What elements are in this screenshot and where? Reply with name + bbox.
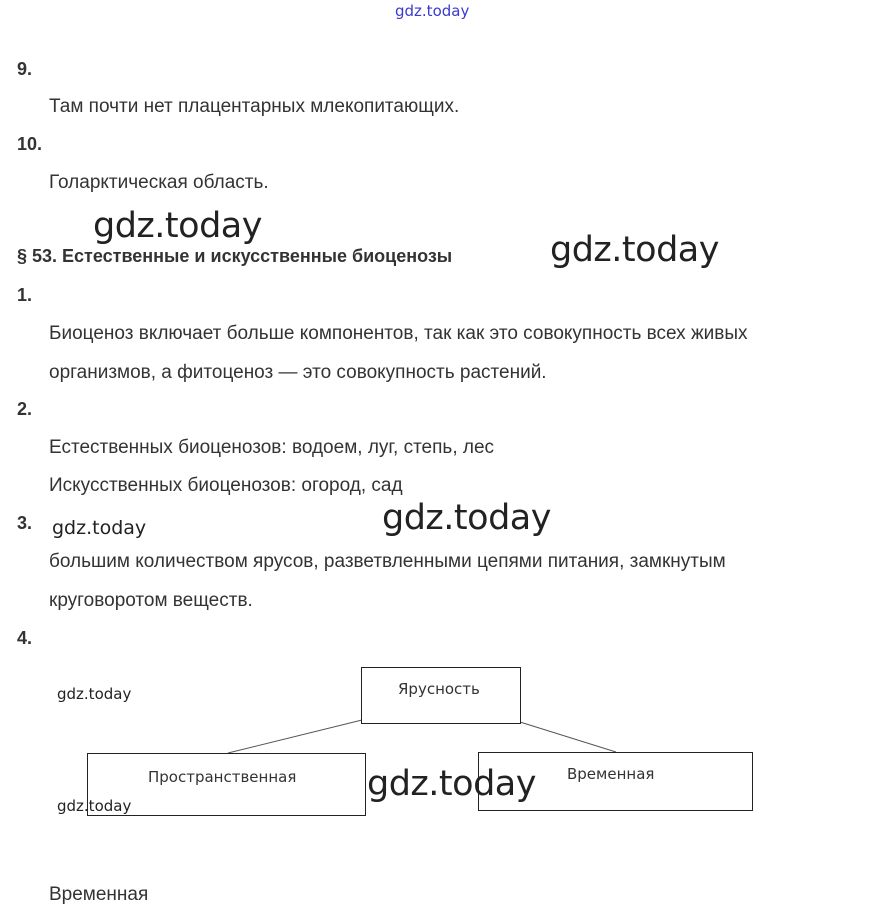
connector-right xyxy=(520,722,616,752)
answer-text-10: Голарктическая область. xyxy=(49,172,269,193)
watermark-large-1: gdz.today xyxy=(93,206,262,246)
answer-text-3-line1: большим количеством ярусов, разветвленными цепями питания, замкнутым xyxy=(49,551,726,572)
answer-number-9: 9. xyxy=(17,59,33,79)
answer-text-1-line1: Биоценоз включает больше компонентов, так как это совокупность всех живых xyxy=(49,323,748,344)
bottom-text: Временная xyxy=(49,884,149,905)
answer-text-3-line2: круговоротом веществ. xyxy=(49,590,253,611)
diagram-node-left-label: Пространственная xyxy=(148,768,297,786)
watermark-small-2: gdz.today xyxy=(57,797,132,815)
answer-text-9: Там почти нет плацентарных млекопитающих. xyxy=(49,96,460,117)
answer-number-1: 1. xyxy=(17,285,33,305)
watermark-large-4: gdz.today xyxy=(367,764,536,804)
answer-number-10: 10. xyxy=(17,134,43,154)
diagram-node-root xyxy=(361,667,521,724)
section-heading: § 53. Естественные и искусственные биоценозы xyxy=(17,246,453,266)
watermark-top: gdz.today xyxy=(395,2,470,20)
watermark-large-2: gdz.today xyxy=(550,230,719,270)
watermark-medium-1: gdz.today xyxy=(52,517,147,539)
answer-text-1-line2: организмов, а фитоценоз — это совокупность растений. xyxy=(49,362,547,383)
watermark-large-3: gdz.today xyxy=(382,498,551,538)
connector-left xyxy=(228,720,362,753)
answer-number-2: 2. xyxy=(17,399,33,419)
answer-number-4: 4. xyxy=(17,628,33,648)
diagram-node-right-label: Временная xyxy=(567,765,655,783)
answer-number-3: 3. xyxy=(17,513,33,533)
answer-text-2-line2: Искусственных биоценозов: огород, сад xyxy=(49,475,403,496)
answer-text-2-line1: Естественных биоценозов: водоем, луг, степь, лес xyxy=(49,437,495,458)
watermark-small-1: gdz.today xyxy=(57,685,132,703)
diagram-node-root-label: Ярусность xyxy=(398,680,480,698)
